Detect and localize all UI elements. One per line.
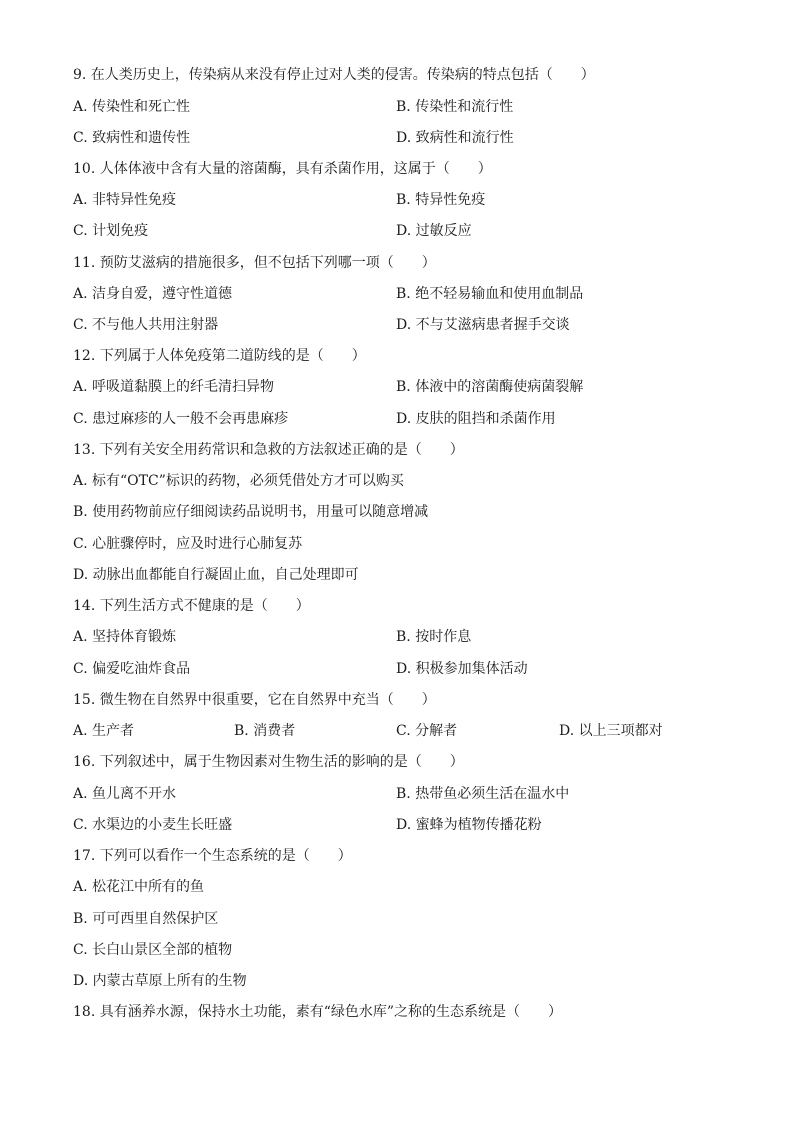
- question-14-option-a: A. 坚持体育锻炼: [73, 629, 177, 645]
- question-15-option-d: D. 以上三项都对: [559, 723, 663, 739]
- question-9-option-c: C. 致病性和遗传性: [73, 130, 191, 146]
- question-17-option-c: C. 长白山景区全部的植物: [73, 942, 233, 958]
- question-13-stem: 13. 下列有关安全用药常识和急救的方法叙述正确的是（ ）: [73, 442, 464, 458]
- question-10-option-a: A. 非特异性免疫: [73, 192, 177, 208]
- question-10-stem: 10. 人体体液中含有大量的溶菌酶，具有杀菌作用，这属于（ ）: [73, 161, 492, 177]
- question-11-option-b: B. 绝不轻易输血和使用血制品: [396, 286, 584, 302]
- question-16-option-d: D. 蜜蜂为植物传播花粉: [396, 817, 542, 833]
- question-12-option-b: B. 体液中的溶菌酶使病菌裂解: [396, 379, 584, 395]
- question-9-option-d: D. 致病性和流行性: [396, 130, 514, 146]
- question-9-stem: 9. 在人类历史上，传染病从来没有停止过对人类的侵害。传染病的特点包括（ ）: [73, 67, 595, 83]
- question-18-stem: 18. 具有涵养水源，保持水土功能，素有“绿色水库”之称的生态系统是（ ）: [73, 1004, 563, 1020]
- question-17-option-a: A. 松花江中所有的鱼: [73, 879, 205, 895]
- question-16-option-b: B. 热带鱼必须生活在温水中: [396, 786, 570, 802]
- question-9-option-b: B. 传染性和流行性: [396, 99, 514, 115]
- question-17-option-b: B. 可可西里自然保护区: [73, 911, 219, 927]
- question-12-option-c: C. 患过麻疹的人一般不会再患麻疹: [73, 411, 289, 427]
- question-17-stem: 17. 下列可以看作一个生态系统的是（ ）: [73, 848, 352, 864]
- question-13-option-a: A. 标有“OTC”标识的药物，必须凭借处方才可以购买: [73, 473, 404, 489]
- question-15-stem: 15. 微生物在自然界中很重要，它在自然界中充当（ ）: [73, 692, 436, 708]
- question-16-option-a: A. 鱼儿离不开水: [73, 786, 177, 802]
- question-12-option-a: A. 呼吸道黏膜上的纤毛清扫异物: [73, 379, 275, 395]
- question-13-option-c: C. 心脏骤停时，应及时进行心肺复苏: [73, 536, 303, 552]
- question-10-option-c: C. 计划免疫: [73, 223, 149, 239]
- question-14-option-d: D. 积极参加集体活动: [396, 661, 528, 677]
- question-14-option-b: B. 按时作息: [396, 629, 472, 645]
- question-15-option-b: B. 消费者: [234, 723, 296, 739]
- question-10-option-d: D. 过敏反应: [396, 223, 472, 239]
- question-17-option-d: D. 内蒙古草原上所有的生物: [73, 973, 247, 989]
- question-10-option-b: B. 特异性免疫: [396, 192, 486, 208]
- question-9-option-a: A. 传染性和死亡性: [73, 99, 191, 115]
- question-11-stem: 11. 预防艾滋病的措施很多，但不包括下列哪一项（ ）: [73, 255, 436, 271]
- question-11-option-c: C. 不与他人共用注射器: [73, 317, 219, 333]
- question-16-stem: 16. 下列叙述中，属于生物因素对生物生活的影响的是（ ）: [73, 754, 464, 770]
- question-12-stem: 12. 下列属于人体免疫第二道防线的是（ ）: [73, 348, 366, 364]
- question-15-option-c: C. 分解者: [396, 723, 458, 739]
- question-13-option-b: B. 使用药物前应仔细阅读药品说明书，用量可以随意增减: [73, 504, 429, 520]
- question-11-option-d: D. 不与艾滋病患者握手交谈: [396, 317, 570, 333]
- question-14-stem: 14. 下列生活方式不健康的是（ ）: [73, 598, 310, 614]
- question-13-option-d: D. 动脉出血都能自行凝固止血，自己处理即可: [73, 567, 359, 583]
- question-16-option-c: C. 水渠边的小麦生长旺盛: [73, 817, 233, 833]
- question-14-option-c: C. 偏爱吃油炸食品: [73, 661, 191, 677]
- question-15-option-a: A. 生产者: [73, 723, 135, 739]
- question-12-option-d: D. 皮肤的阻挡和杀菌作用: [396, 411, 556, 427]
- question-11-option-a: A. 洁身自爱，遵守性道德: [73, 286, 233, 302]
